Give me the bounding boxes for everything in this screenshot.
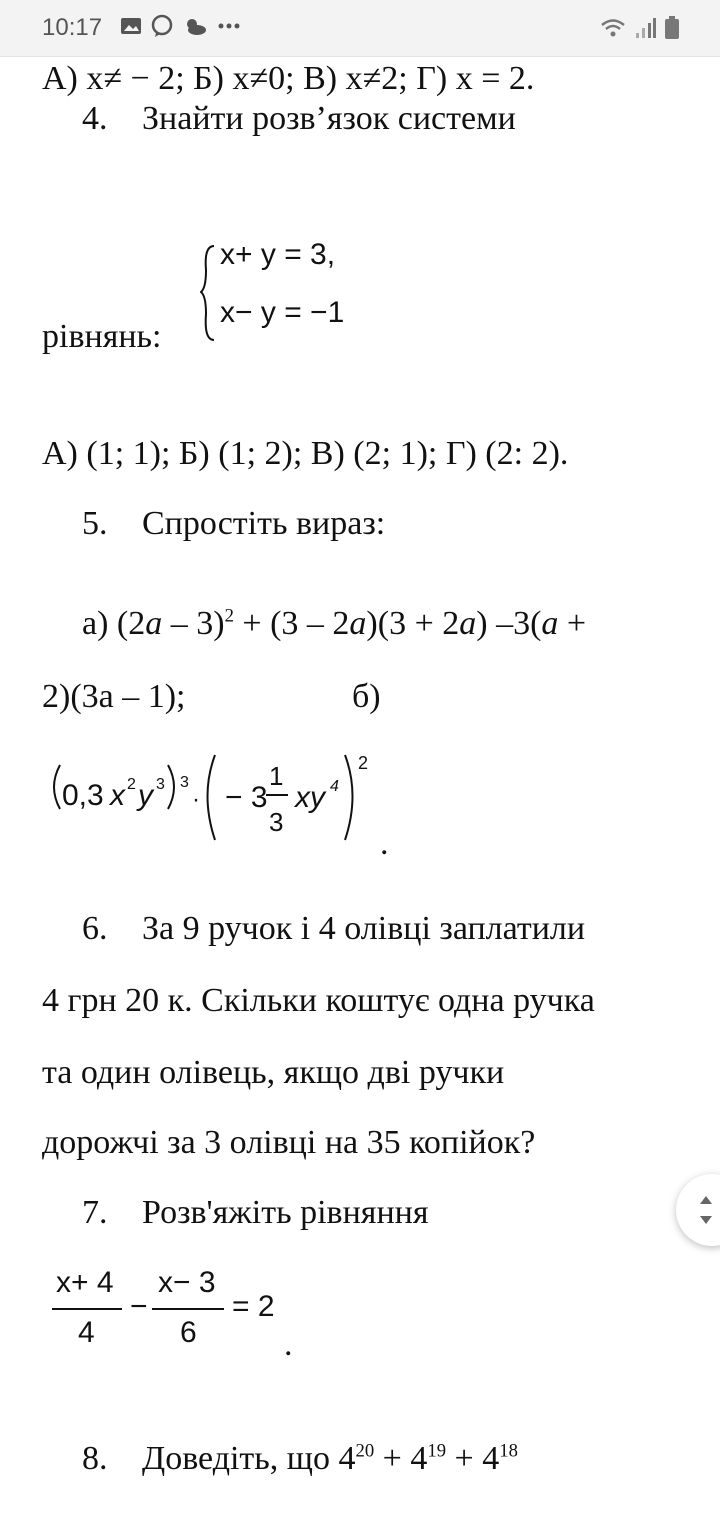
scroll-arrows-icon (676, 1174, 720, 1246)
q5b-label: б) (352, 678, 381, 715)
q7-period: . (284, 1326, 293, 1363)
q5-number: 5. (82, 505, 108, 542)
svg-text:4: 4 (330, 778, 339, 795)
q6-number: 6. (82, 910, 108, 947)
q6-line-1 (82, 910, 585, 948)
q5b-period: . (380, 825, 389, 862)
fraction-2-bar (152, 1308, 224, 1310)
q8-text: Доведіть, що 4 (142, 1440, 356, 1477)
svg-text:y: y (138, 779, 153, 812)
q4-answers: А) (1; 1); Б) (1; 2); В) (2; 1); Г) (2: 2). (42, 435, 569, 472)
svg-text:− 3: − 3 (225, 781, 268, 814)
q4-text: Знайти розв’язок системи (142, 100, 516, 137)
svg-text:3: 3 (156, 776, 165, 793)
fraction-1-bar (52, 1308, 122, 1310)
q8-exp-3: 18 (499, 1440, 518, 1462)
q8-line (82, 1440, 518, 1478)
q5a-label: а) (82, 605, 109, 642)
svg-text:3: 3 (269, 807, 284, 837)
q5b-expression (40, 745, 400, 860)
svg-text:1: 1 (269, 761, 284, 791)
equation-rhs: = 2 (232, 1290, 275, 1323)
q8-number: 8. (82, 1440, 108, 1477)
fraction-1-denominator: 4 (78, 1316, 95, 1349)
q7-equation: x+ 4 4 − x− 3 6 = 2 (52, 1264, 292, 1364)
more-icon (216, 16, 242, 36)
q5a-line-2: 2)(3a – 1); (42, 678, 186, 715)
q6-text-4: дорожчі за 3 олівці на 35 копійок? (42, 1124, 536, 1161)
q6-text-3: та один олівець, якщо дві ручки (42, 1054, 505, 1091)
svg-text:x: x (110, 779, 125, 812)
fraction-2-numerator: x− 3 (158, 1266, 216, 1299)
q8-exp-2: 19 (427, 1440, 447, 1462)
image-icon (120, 16, 142, 36)
svg-text:2: 2 (358, 753, 369, 773)
status-time: 10:17 (42, 14, 103, 41)
wifi-icon (600, 17, 626, 39)
svg-text:3: 3 (180, 774, 189, 791)
viber-icon (150, 14, 174, 38)
q6-text-1: За 9 ручок і 4 олівці заплатили (142, 910, 586, 947)
status-bar (0, 0, 720, 57)
svg-text:·: · (192, 786, 200, 813)
scroll-button[interactable] (676, 1174, 720, 1246)
system-eq-2: x− y = −1 (220, 296, 345, 329)
q5-text: Спростіть вираз: (142, 505, 386, 542)
q5a-expression: а) (2a – 3)$^2$ + (3 – 2a)(3 + 2a) –3(a + (82, 605, 587, 642)
q7-number: 7. (82, 1194, 108, 1231)
system-eq-1: x+ y = 3, (220, 238, 336, 271)
weather-icon (182, 15, 208, 37)
q8-plus-1: + 4 (374, 1440, 428, 1477)
q4-line (82, 100, 516, 138)
q3-answers: А) x≠ − 2; Б) x≠0; В) x≠2; Г) x = 2. (42, 60, 535, 97)
q5-line (82, 505, 385, 543)
q6-text-2: 4 грн 20 к. Скільки коштує одна ручка (42, 982, 595, 1019)
q8-exp-1: 20 (355, 1440, 375, 1462)
signal-icon (634, 17, 656, 39)
q8-plus-2: + 4 (446, 1440, 500, 1477)
q7-line (82, 1194, 428, 1232)
svg-text:0,3: 0,3 (62, 779, 104, 812)
q4-number: 4. (82, 100, 108, 137)
battery-icon (664, 16, 680, 40)
q4-text-2: рівнянь: (42, 318, 162, 355)
svg-text:2: 2 (127, 776, 136, 793)
q7-text: Розв'яжіть рівняння (142, 1194, 429, 1231)
svg-text:xy: xy (295, 781, 325, 814)
fraction-1-numerator: x+ 4 (56, 1266, 114, 1299)
fraction-2-denominator: 6 (180, 1316, 197, 1349)
